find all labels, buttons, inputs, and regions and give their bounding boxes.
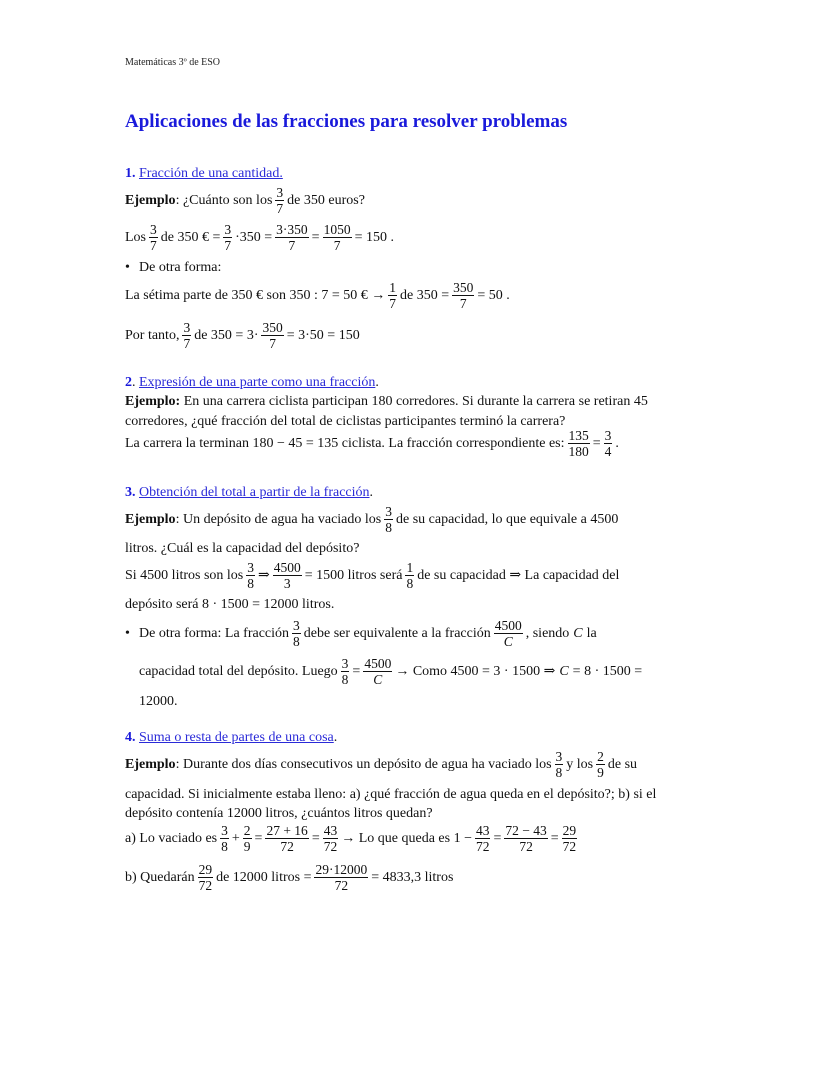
document-title: Aplicaciones de las fracciones para resolver problemas [125, 111, 568, 132]
fraction: $\frac{72 - 43}{72}$ [505, 823, 547, 854]
fraction: $\frac{3}{4}$ [604, 428, 612, 459]
section-link[interactable]: Expresión de una parte como una fracción [139, 375, 376, 390]
fraction: $\frac{3}{7}$ [276, 185, 284, 216]
section-2-example: Ejemplo: En una carrera ciclista participan 180 corredores. Si durante la carrera se retiran 45 corredores, ¿qué fracción del total de ciclistas participantes terminó la carrera? [125, 394, 648, 429]
fraction: $\frac{2}{9}$ [243, 823, 251, 854]
fraction: $\frac{3\cdot 350}{7}$ [276, 222, 308, 253]
section-1-conclusion: Por tanto, $\frac{3}{7}$ de 350 = 3· $\frac{350}{7}$ = 3·50 = 150 [125, 320, 360, 351]
fraction: $\frac{3}{7}$ [183, 320, 191, 351]
section-4-example: Ejemplo : Durante dos días consecutivos un depósito de agua ha vaciado los $\frac{3}{8}$ y los $\frac{2}{9}$ de su [125, 749, 638, 780]
section-3-heading: 3. Obtención del total a partir de la fracción. [125, 485, 374, 500]
fraction: $\frac{4500}{C}$ [364, 656, 392, 687]
section-4-heading: 4. Suma o resta de partes de una cosa. [125, 730, 338, 745]
fraction: $\frac{3}{8}$ [293, 618, 300, 649]
section-4-part-a: a) Lo vaciado es $\frac{3}{8}$ + $\frac{2}{9}$ = $\frac{27 + 16}{72}$ = $\frac{43}{72}$ → Lo que queda es 1 − $\frac{43}{72}$ = $\frac{72 - 43}{72}$ = $\frac{29}{72}$ [125, 823, 577, 854]
section-1-heading [125, 165, 705, 183]
section-3-solution: Si 4500 litros son los $\frac{3}{8}$ ⇒ $\frac{4500}{3}$ = 1500 litros será $\frac{1}{8}$ de su capacidad ⇒ La capacidad del [125, 560, 620, 591]
section-3-example: Ejemplo : Un depósito de agua ha vaciado los $\frac{3}{8}$ de su capacidad, lo que equivale a 4500 [125, 504, 619, 535]
fraction: $\frac{1050}{7}$ [323, 222, 351, 253]
fraction: $\frac{135}{180}$ [568, 428, 589, 459]
section-link[interactable]: Fracción de una cantidad. [139, 166, 283, 181]
section-number: 1. [125, 166, 136, 181]
fraction: $\frac{3}{7}$ [224, 222, 232, 253]
section-4-part-b: b) Quedarán $\frac{29}{72}$ de 12000 litros = $\frac{29\cdot 12000}{72}$ = 4833,3 litros [125, 862, 454, 893]
page-header: Matemáticas 3º de ESO [125, 57, 221, 68]
section-3-alt-line-3: 12000. [139, 694, 178, 709]
section-3-example-cont: litros. ¿Cuál es la capacidad del depósito? [125, 541, 360, 556]
fraction: $\frac{3}{8}$ [247, 560, 254, 591]
section-2-solution: La carrera la terminan 180 − 45 = 135 ciclista. La fracción correspondiente es: $\frac{135}{180}$ = $\frac{3}{4}$ . [125, 428, 619, 459]
section-3-solution-cont: depósito será 8 · 1500 = 12000 litros. [125, 597, 335, 612]
bullet-icon: • [125, 625, 130, 641]
fraction: $\frac{43}{72}$ [475, 823, 490, 854]
section-1-solution: Los $\frac{3}{7}$ de 350 € = $\frac{3}{7}$ ·350 = $\frac{3\cdot 350}{7}$ = $\frac{1050}{7}$ = 150 . [125, 222, 394, 253]
section-1-alt-bullet: • De otra forma: [125, 260, 222, 275]
fraction: $\frac{1}{8}$ [406, 560, 414, 591]
fraction: $\frac{350}{7}$ [262, 320, 283, 351]
fraction: $\frac{29}{72}$ [198, 862, 213, 893]
bullet-icon: • [125, 260, 130, 275]
fraction: $\frac{3}{7}$ [150, 222, 157, 253]
section-4-example-cont: capacidad. Si inicialmente estaba lleno: a) ¿qué fracción de agua queda en el depósito?; b) si el depósito contenía 12000 litros, ¿cuántos litros quedan? [125, 787, 657, 821]
section-1-alt-line: La sétima parte de 350 € son 350 : 7 = 50 € → $\frac{1}{7}$ de 350 = $\frac{350}{7}$ = 50 . [125, 280, 510, 311]
fraction: $\frac{43}{72}$ [323, 823, 338, 854]
fraction: $\frac{4500}{3}$ [273, 560, 301, 591]
section-3-alt-line-1: • De otra forma: La fracción $\frac{3}{8}$ debe ser equivalente a la fracción $\frac{4500}{C}$ , siendo C la [125, 618, 597, 649]
section-2-heading: 2. Expresión de una parte como una fracción. [125, 375, 379, 390]
fraction: $\frac{29\cdot 12000}{72}$ [315, 862, 368, 893]
fraction: $\frac{3}{8}$ [385, 504, 392, 535]
fraction: $\frac{3}{8}$ [221, 823, 228, 854]
fraction: $\frac{4500}{C}$ [494, 618, 522, 649]
fraction: $\frac{1}{7}$ [389, 280, 396, 311]
section-link[interactable]: Obtención del total a partir de la fracción [139, 485, 370, 500]
fraction: $\frac{2}{9}$ [597, 749, 604, 780]
section-1-example: Ejemplo : ¿Cuánto son los $\frac{3}{7}$ de 350 euros? [125, 185, 365, 216]
fraction: $\frac{3}{8}$ [341, 656, 349, 687]
fraction: $\frac{29}{72}$ [562, 823, 577, 854]
fraction: $\frac{3}{8}$ [555, 749, 563, 780]
fraction: $\frac{27 + 16}{72}$ [266, 823, 308, 854]
fraction: $\frac{350}{7}$ [453, 280, 474, 311]
section-link[interactable]: Suma o resta de partes de una cosa [139, 730, 334, 745]
section-3-alt-line-2: capacidad total del depósito. Luego $\frac{3}{8}$ = $\frac{4500}{C}$ → Como 4500 = 3 · 1500 ⇒ C = 8 · 1500 = [139, 656, 643, 687]
